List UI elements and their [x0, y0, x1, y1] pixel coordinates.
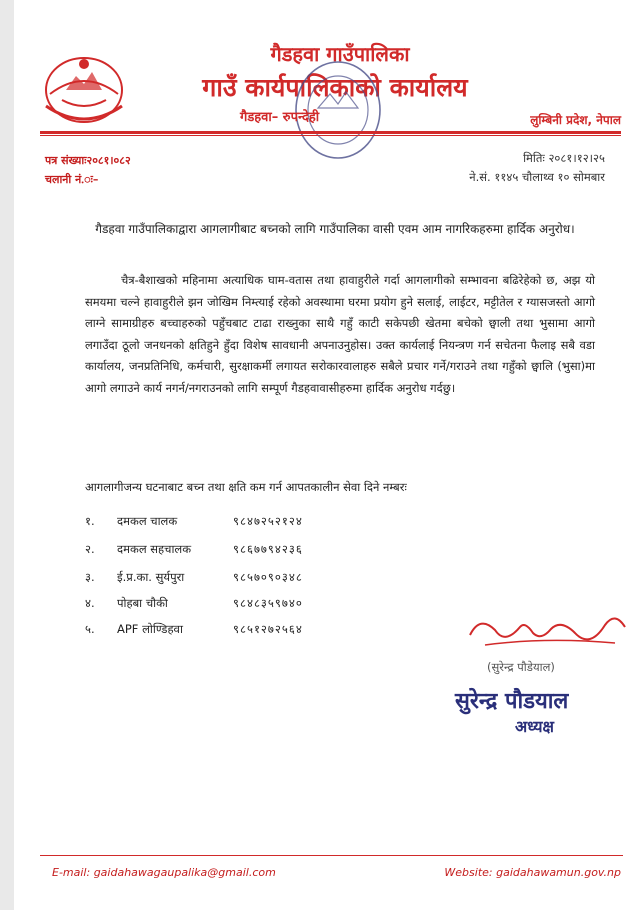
contact-phone: ९८५१२७२५६४: [233, 622, 303, 636]
contact-phone: ९८६७७९४२३६: [233, 542, 303, 556]
contact-label: APF लोण्डिहवा: [117, 622, 183, 636]
contact-label: पोहबा चौकी: [117, 596, 168, 610]
contact-number: ४.: [85, 596, 95, 610]
contact-number: १.: [85, 514, 95, 528]
nepal-emblem-icon: [40, 50, 128, 128]
province-name: लुम्बिनी प्रदेश, नेपाल: [530, 113, 621, 127]
letter-subject: गैडहवा गाउँपालिकाद्वारा आगलागीबाट बच्नको लागि गाउँपालिका वासी एवम आम नागरिकहरुमा हार्दिक अनुरोध।: [95, 222, 575, 236]
header-rule: [40, 131, 621, 134]
header-rule-thin: [40, 135, 621, 136]
signature-icon: [465, 605, 635, 660]
body-paragraph: चैत्र-बैशाखको महिनामा अत्याधिक घाम-वतास तथा हावाहुरीले गर्दा आगलागीको सम्भावना बढिरेहेको छ, अझ यो समयमा चल्ने हावाहुरीले झन जोखिम निम्त्याई रहेको अवस्थामा घरमा प्रयोग हुने सलाई, लाईटर, मट्टीतेल र ग्यासजस्तो आगो लाग्ने सामाग्रीहरु बच्चाहरुको पहुँचबाट टाढा राख्नुका साथै गहुँ काटी सकेपछी खेतमा बचेको छ्वाली तथा भुसामा आगो लगाउँदा ठूलो जनधनको क्षतिहुने हुँदा विशेष सावधानी अपनाउनुहोस। उक्त कार्यलाई नियन्त्रण गर्न सचेतना फैलाइ सबै वडा कार्यालय, जनप्रतिनिधि, कर्मचारी, सुरक्षाकर्मी लगायत सरोकारवालाहरु सबैले प्रचार गर्ने/गराउने तथा गहुँको छ्वालि (भुसा)मा आगो लगाउने कार्य नगर्न/नगराउनको लागि सम्पूर्ण गैडहवावासीहरुमा हार्दिक अनुरोध गर्दछु।: [85, 273, 595, 395]
scan-edge: [0, 0, 14, 910]
office-address: गैडहवा– रुपन्देही: [240, 110, 320, 125]
dispatch-number: चलानी नं.ः–: [45, 173, 99, 186]
office-title: गाउँ कार्यपालिकाको कार्यालय: [202, 73, 468, 102]
contact-number: ५.: [85, 622, 95, 636]
footer-email: E-mail: gaidahawagaupalika@gmail.com: [52, 866, 276, 879]
footer-website: Website: gaidahawamun.gov.np: [444, 866, 621, 879]
municipality-name: गैडहवा गाउँपालिका: [270, 42, 410, 66]
contact-phone: ९८४७२५२१२४: [233, 514, 303, 528]
signatory-name: (सुरेन्द्र पौडेयाल): [487, 660, 555, 674]
nepal-sambat-date: ने.सं. ११४५ चौलाथ्व १० सोमबार: [469, 170, 605, 184]
footer-rule: [40, 855, 623, 856]
name-stamp: सुरेन्द्र पौडयाल: [455, 689, 569, 714]
contact-label: दमकल चालक: [117, 514, 178, 528]
reference-number: पत्र संख्याः२०८१।०८२: [45, 154, 131, 167]
contact-phone: ९८५७०९०३४८: [233, 570, 303, 584]
designation-stamp: अध्यक्ष: [515, 717, 554, 736]
letter-body: [85, 270, 595, 400]
contact-label: दमकल सहचालक: [117, 542, 192, 556]
contact-number: २.: [85, 542, 95, 556]
contact-phone: ९८४८३५९७४०: [233, 596, 303, 610]
contact-number: ३.: [85, 570, 95, 584]
contacts-heading: आगलागीजन्य घटनाबाट बच्न तथा क्षति कम गर्न आपतकालीन सेवा दिने नम्बरः: [85, 480, 407, 494]
contact-label: ई.प्र.का. सुर्यपुरा: [117, 570, 185, 584]
letter-date: मितिः २०८१।१२।२५: [523, 151, 605, 165]
